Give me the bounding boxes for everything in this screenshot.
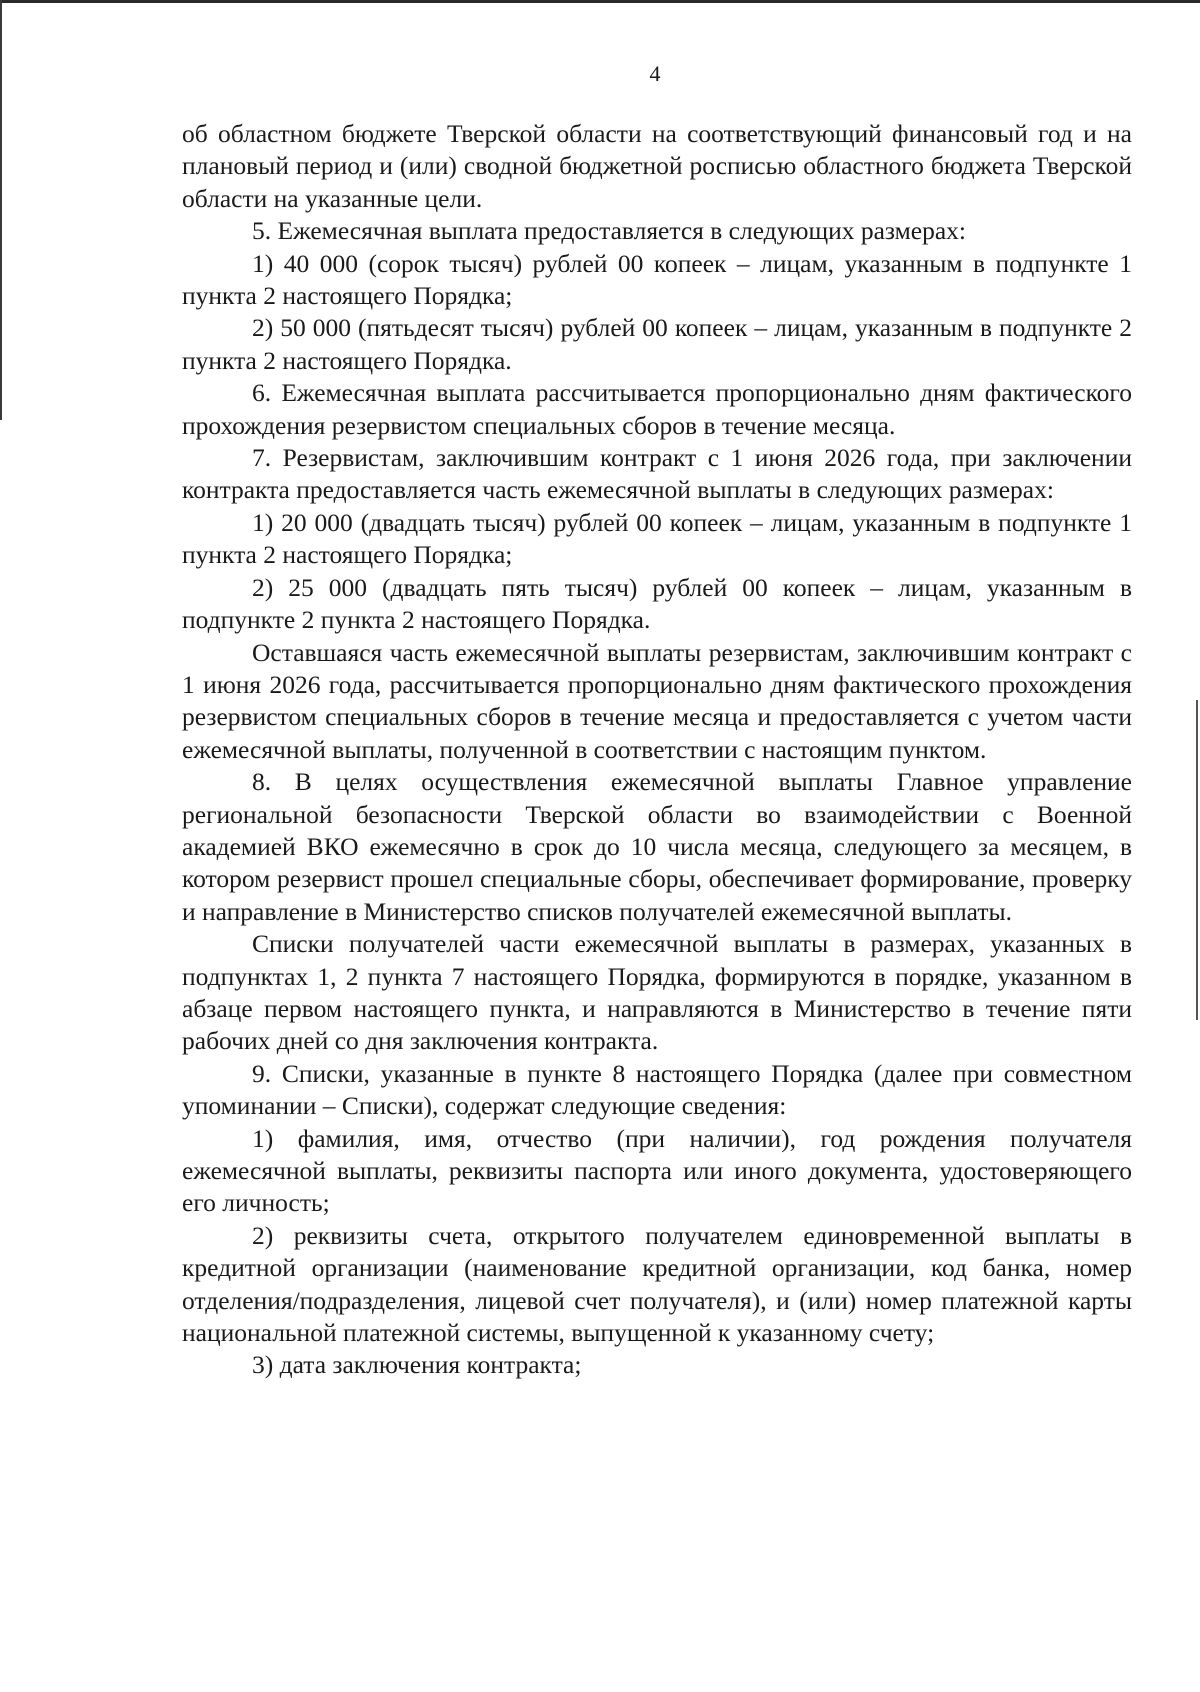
paragraph-item-7: 7. Резервистам, заключившим контракт с 1 июня 2026 года, при заключении контракта предоставляется часть ежемесячной выплаты в следующих размерах: — [182, 443, 1132, 505]
scan-edge-right — [1196, 700, 1198, 1020]
paragraph-item-7-2: 2) 25 000 (двадцать пять тысяч) рублей 00 копеек – лицам, указанным в подпункте 2 пункта 2 настоящего Порядка. — [182, 572, 1132, 635]
paragraph-item-8: 8. В целях осуществления ежемесячной выплаты Главное управление региональной безопасности Тверской области во взаимодействии с Военной академией ВКО ежемесячно в срок до 10 числа месяца, следующего за месяцем, в котором резервист прошел специальные сборы, обеспечивает формирование, проверку и направление в Министерство списков получателей ежемесячной выплаты. — [182, 767, 1132, 926]
paragraph-item-6: 6. Ежемесячная выплата рассчитывается пропорционально дням фактического прохождения резервистом специальных сборов в течение месяца. — [182, 378, 1132, 440]
paragraph-item-9-2: 2) реквизиты счета, открытого получателем единовременной выплаты в кредитной организации (наименование кредитной организации, код банка, номер отделения/подразделения, лицевой счет получателя), и (или) номер платежной карты национальной платежной системы, выпущенной к указанному счету; — [182, 1220, 1132, 1348]
document-body — [182, 118, 1132, 1382]
paragraph-item-5-1: 1) 40 000 (сорок тысяч) рублей 00 копеек – лицам, указанным в подпункте 1 пункта 2 настоящего Порядка; — [182, 248, 1132, 311]
paragraph-item-9: 9. Списки, указанные в пункте 8 настоящего Порядка (далее при совместном упоминании – Списки), содержат следующие сведения: — [182, 1058, 1132, 1121]
page-number: 4 — [649, 61, 661, 86]
paragraph-item-9-1: 1) фамилия, имя, отчество (при наличии), год рождения получателя ежемесячной выплаты, реквизиты паспорта или иного документа, удостоверяющего его личность; — [182, 1123, 1132, 1218]
paragraph-item-7-remainder: Оставшаяся часть ежемесячной выплаты резервистам, заключившим контракт с 1 июня 2026 года, рассчитывается пропорционально дням фактического прохождения резервистом специальных сборов в течение месяца и предоставляется с учетом части ежемесячной выплаты, полученной в соответствии с настоящим пунктом. — [182, 637, 1132, 764]
paragraph-budget-continuation: об областном бюджете Тверской области на соответствующий финансовый год и на плановый период и (или) сводной бюджетной росписью областного бюджета Тверской области на указанные цели. — [182, 119, 1132, 213]
paragraph-item-5-2: 2) 50 000 (пятьдесят тысяч) рублей 00 копеек – лицам, указанным в подпункте 2 пункта 2 настоящего Порядка. — [182, 313, 1132, 375]
scan-edge-top — [0, 0, 1200, 3]
paragraph-item-5: 5. Ежемесячная выплата предоставляется в следующих размерах: — [252, 216, 966, 246]
paragraph-item-9-3: 3) дата заключения контракта; — [252, 1350, 582, 1380]
paragraph-item-8-lists: Списки получателей части ежемесячной выплаты в размерах, указанных в подпунктах 1, 2 пункта 7 настоящего Порядка, формируются в порядке, указанном в абзаце первом настоящего пункта, и направляются в Министерство в течение пяти рабочих дней со дня заключения контракта. — [182, 929, 1132, 1056]
paragraph-item-7-1: 1) 20 000 (двадцать тысяч) рублей 00 копеек – лицам, указанным в подпункте 1 пункта 2 настоящего Порядка; — [182, 507, 1132, 570]
